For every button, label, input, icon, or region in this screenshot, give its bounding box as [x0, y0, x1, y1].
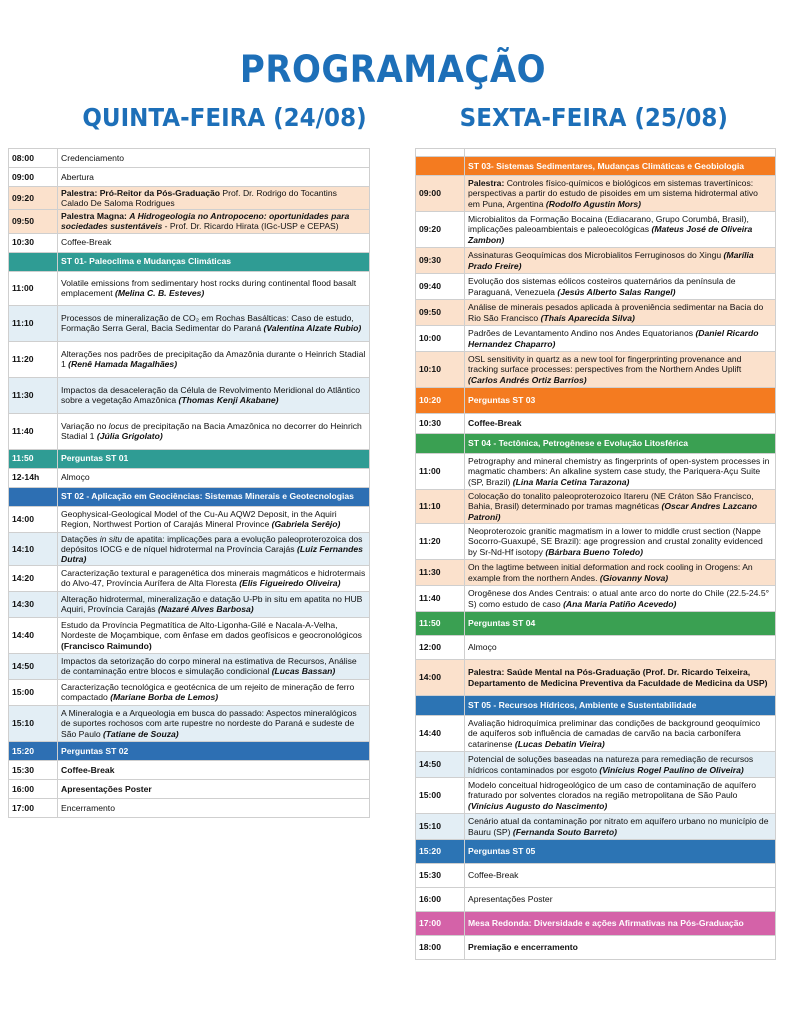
activity-text: Alterações nos padrões de precipitação da Amazônia durante o Heinrich Stadial 1 — [61, 348, 366, 370]
time-cell: 14:50 — [416, 752, 465, 778]
activity-cell — [58, 487, 370, 506]
time-cell: 11:40 — [9, 413, 58, 449]
activity-text: Microbialitos da Formação Bocaina (Ediacarano, Grupo Corumbá, Brasil), implicações paleoambientais e paleoecológicas — [468, 214, 749, 235]
schedule-row — [9, 271, 370, 305]
time-cell: 12:00 — [416, 636, 465, 660]
activity-text: Alteração hidrotermal, mineralização e datação U-Pb in situ em apatita no HUB Aquiri, Província Carajás — [61, 594, 363, 615]
activity-cell — [58, 210, 370, 233]
activity-cell — [465, 778, 776, 814]
schedule-row — [9, 532, 370, 565]
activity-text: Apresentações Poster — [61, 783, 152, 794]
schedule-row — [9, 210, 370, 233]
time-cell: 09:20 — [9, 187, 58, 210]
schedule-row — [416, 274, 776, 300]
activity-text: Impactos da setorização do corpo mineral na estimativa de Recursos, Análise de contaminação entre blocos e simulação condicional — [61, 656, 357, 677]
activity-text: Caracterização textural e paragenética dos minerais magmáticos e hidrotermais do Alvo-47, Província Aurífera de Alta Floresta — [61, 568, 366, 589]
activity-text: Padrões de Levantamento Andino nos Andes Equatorianos — [468, 328, 696, 339]
activity-text: Palestra: Saúde Mental na Pós-Graduação — [468, 667, 641, 678]
schedule-row — [9, 149, 370, 168]
time-cell: 11:30 — [416, 560, 465, 586]
time-cell: 10:00 — [416, 326, 465, 352]
activity-text: Assinaturas Geoquímicas dos Microbialitos Ferruginosos do Xingu — [468, 250, 724, 261]
activity-text: (Vinícius Augusto do Nascimento) — [468, 800, 608, 811]
activity-text: locus — [108, 420, 129, 431]
time-cell: 10:10 — [416, 352, 465, 388]
thursday-schedule-table — [8, 148, 370, 818]
activity-text: Análise de minerais pesados aplicada à proveniência sedimentar na Bacia do Rio São Francisco — [468, 302, 764, 323]
activity-text: Apresentações Poster — [468, 894, 553, 905]
schedule-row — [9, 591, 370, 617]
friday-heading: SEXTA-FEIRA (25/08) — [459, 103, 728, 132]
activity-text: - Prof. Dr. Ricardo Hirata (IGc-USP e CEPAS) — [162, 221, 339, 232]
schedule-row — [416, 149, 776, 157]
schedule-row — [9, 705, 370, 741]
activity-text: Perguntas ST 04 — [468, 618, 536, 629]
time-cell: 09:40 — [416, 274, 465, 300]
activity-text: Cenário atual da contaminação por nitrato em aquífero urbano no município de Bauru (SP) — [468, 816, 769, 837]
activity-text: (Carlos Andrés Ortiz Barrios) — [468, 374, 587, 385]
schedule-row — [416, 840, 776, 864]
activity-text: Coffee-Break — [61, 237, 112, 248]
activity-cell — [465, 840, 776, 864]
schedule-row — [416, 778, 776, 814]
time-cell: 17:00 — [416, 912, 465, 936]
activity-text: Credenciamento — [61, 152, 125, 163]
schedule-row — [9, 413, 370, 449]
activity-text: Perguntas ST 01 — [61, 453, 129, 464]
activity-cell — [465, 300, 776, 326]
time-cell: 15:30 — [9, 760, 58, 779]
activity-text: Perguntas ST 03 — [468, 395, 536, 406]
activity-cell — [465, 490, 776, 524]
time-cell: 10:30 — [9, 233, 58, 252]
schedule-row — [9, 798, 370, 817]
schedule-row — [416, 157, 776, 176]
activity-cell — [58, 532, 370, 565]
schedule-row — [416, 454, 776, 490]
schedule-row — [416, 524, 776, 560]
schedule-row — [9, 741, 370, 760]
activity-text: Mesa Redonda: Diversidade e ações Afirmativas na Pós-Graduação — [468, 918, 744, 929]
activity-cell — [58, 341, 370, 377]
activity-text: Colocação do tonalito paleoproterozoico Itareru (NE Cráton São Francisco, Bahia, Brasil) determinado por tramas magnéticas — [468, 491, 754, 512]
activity-cell — [465, 157, 776, 176]
activity-text: (Fernanda Souto Barreto) — [512, 826, 617, 837]
activity-cell — [465, 434, 776, 454]
time-cell: 09:30 — [416, 248, 465, 274]
activity-cell — [58, 305, 370, 341]
schedule-row — [9, 187, 370, 210]
activity-cell — [58, 252, 370, 271]
schedule-row — [416, 814, 776, 840]
time-cell — [416, 434, 465, 454]
activity-text: (Lucas Bassan) — [271, 666, 336, 677]
time-cell: 16:00 — [416, 888, 465, 912]
activity-cell — [465, 414, 776, 434]
activity-text: Orogênese dos Andes Centrais: o atual ante arco do norte do Chile (22.5-24.5° S) como estudo de caso — [468, 588, 770, 609]
activity-text: de apatita: implicações para a evolução paleoproterozoica dos depósitos IOCG e de níquel hidrotermal na Província Carajás — [61, 533, 363, 554]
activity-text: (Nazaré Alves Barbosa) — [157, 604, 254, 615]
activity-cell — [58, 233, 370, 252]
activity-cell — [465, 388, 776, 414]
time-cell: 10:30 — [416, 414, 465, 434]
schedule-row — [416, 300, 776, 326]
activity-cell — [58, 617, 370, 653]
schedule-row — [9, 653, 370, 679]
activity-text: Evolução dos sistemas eólicos costeiros quaternários da península de Paraguaná, Venezuela — [468, 276, 736, 297]
activity-text: (Thomas Kenji Akabane) — [178, 395, 279, 406]
activity-text: Volatile emissions from sedimentary host rocks during continental flood basalt emplacement — [61, 277, 357, 299]
activity-cell — [465, 864, 776, 888]
activity-cell — [465, 524, 776, 560]
activity-cell — [58, 149, 370, 168]
time-cell: 11:50 — [9, 449, 58, 468]
activity-cell — [465, 936, 776, 960]
time-cell: 09:50 — [9, 210, 58, 233]
activity-text: Datações — [61, 533, 100, 544]
schedule-row — [416, 864, 776, 888]
activity-text: Potencial de soluções baseadas na natureza para remediação de recursos hídricos contaminados por esgoto — [468, 754, 754, 775]
schedule-row — [416, 414, 776, 434]
schedule-row — [9, 468, 370, 487]
time-cell: 11:30 — [9, 377, 58, 413]
activity-text: Processos de mineralização de CO₂ em Rochas Basálticas: Caso de estudo, Formação Serra Geral, Bacia Sedimentar do Paraná — [61, 312, 354, 334]
time-cell: 15:10 — [9, 705, 58, 741]
schedule-row — [9, 341, 370, 377]
activity-text: (Gabriela Serêjo) — [271, 519, 341, 530]
activity-text: (Ana Maria Patiño Acevedo) — [563, 598, 677, 609]
activity-text: (Vinícius Rogel Paulino de Oliveira) — [599, 764, 744, 775]
time-cell: 15:30 — [416, 864, 465, 888]
schedule-row — [9, 233, 370, 252]
schedule-row — [9, 252, 370, 271]
schedule-row — [9, 305, 370, 341]
schedule-row — [416, 752, 776, 778]
time-cell: 12-14h — [9, 468, 58, 487]
activity-text: ST 02 - Aplicação em Geociências: Sistemas Minerais e Geotecnologias — [61, 491, 354, 502]
activity-cell — [465, 912, 776, 936]
time-cell: 14:40 — [416, 716, 465, 752]
time-cell: 15:20 — [9, 741, 58, 760]
activity-cell — [58, 468, 370, 487]
schedule-row — [9, 779, 370, 798]
activity-text: (Lina Maria Cetina Tarazona) — [512, 476, 630, 487]
activity-cell — [465, 352, 776, 388]
time-cell: 15:00 — [9, 679, 58, 705]
activity-cell — [465, 212, 776, 248]
time-cell: 14:00 — [416, 660, 465, 696]
time-cell: 16:00 — [9, 779, 58, 798]
activity-text: (Elis Figueiredo Oliveira) — [239, 578, 341, 589]
activity-cell — [465, 888, 776, 912]
activity-text: Modelo conceitual hidrogeológico de um caso de contaminação de aquífero fraturado por solventes clorados na região metropolitana de São Paulo — [468, 780, 757, 801]
time-cell — [416, 696, 465, 716]
activity-cell — [58, 705, 370, 741]
time-cell: 11:50 — [416, 612, 465, 636]
activity-text: ST 01- Paleoclima e Mudanças Climáticas — [61, 256, 232, 267]
schedule-row — [416, 696, 776, 716]
activity-cell — [465, 612, 776, 636]
time-cell: 18:00 — [416, 936, 465, 960]
activity-text: Premiação e encerramento — [468, 942, 578, 953]
thursday-heading: QUINTA-FEIRA (24/08) — [82, 103, 367, 132]
schedule-row — [9, 487, 370, 506]
activity-text: (Mariane Borba de Lemos) — [110, 692, 219, 703]
time-cell: 11:10 — [9, 305, 58, 341]
time-cell: 10:20 — [416, 388, 465, 414]
activity-text: (Rodolfo Agustin Mors) — [545, 198, 642, 209]
activity-cell — [58, 271, 370, 305]
activity-cell — [58, 565, 370, 591]
activity-text: Abertura — [61, 171, 94, 182]
activity-text: (Valentina Alzate Rubio) — [263, 323, 362, 334]
schedule-row — [9, 449, 370, 468]
activity-text: (Renê Hamada Magalhães) — [68, 359, 178, 370]
activity-cell — [58, 591, 370, 617]
activity-text: Perguntas ST 05 — [468, 846, 536, 857]
activity-cell — [58, 413, 370, 449]
activity-cell — [58, 741, 370, 760]
activity-cell — [465, 176, 776, 212]
time-cell: 17:00 — [9, 798, 58, 817]
activity-text: (Francisco Raimundo) — [61, 640, 152, 651]
activity-cell — [465, 149, 776, 157]
activity-text: (Daniel Ricardo Hernandez Chaparro) — [468, 328, 759, 349]
activity-cell — [465, 814, 776, 840]
activity-cell — [58, 760, 370, 779]
time-cell: 14:30 — [9, 591, 58, 617]
time-cell: 15:20 — [416, 840, 465, 864]
schedule-row — [416, 586, 776, 612]
activity-cell — [465, 560, 776, 586]
activity-text: Almoço — [61, 472, 90, 483]
page-title: PROGRAMAÇÃO — [239, 48, 547, 91]
schedule-row — [9, 565, 370, 591]
time-cell: 09:00 — [9, 168, 58, 187]
activity-cell — [465, 752, 776, 778]
activity-cell — [465, 636, 776, 660]
time-cell: 11:00 — [416, 454, 465, 490]
time-cell: 14:50 — [9, 653, 58, 679]
schedule-row — [416, 434, 776, 454]
activity-cell — [465, 660, 776, 696]
activity-text: Petrography and mineral chemistry as fingerprints of open-system processes in magmatic chambers: An alkaline system case study, the Pariquera-Açu Suite (SP, Brazil) — [468, 456, 770, 487]
time-cell: 11:00 — [9, 271, 58, 305]
time-cell — [9, 487, 58, 506]
schedule-row — [416, 912, 776, 936]
time-cell: 09:00 — [416, 176, 465, 212]
time-cell: 08:00 — [9, 149, 58, 168]
schedule-row — [416, 612, 776, 636]
schedule-row — [9, 377, 370, 413]
activity-text: (Júlia Grigolato) — [96, 431, 163, 442]
activity-text: Prof. Dr. Rodrigo do Tocantins Calado De Saloma Rodrigues — [61, 188, 337, 209]
schedule-row — [416, 936, 776, 960]
activity-text: Coffee-Break — [468, 418, 522, 429]
activity-cell — [465, 274, 776, 300]
activity-cell — [58, 377, 370, 413]
time-cell: 11:20 — [416, 524, 465, 560]
schedule-row — [416, 248, 776, 274]
schedule-row — [416, 326, 776, 352]
activity-text: (Giovanny Nova) — [599, 572, 669, 583]
activity-text: Variação no — [61, 420, 109, 431]
activity-text: Neoproterozoic granitic magmatism in a lower to middle crust section (Nappe Socorro-Guaxupé, SE Brazil): age progression and crustal zonality evidenced by Sr-Nd-Hf isotopy — [468, 526, 763, 557]
activity-text: (Mateus José de Oliveira Zambon) — [468, 224, 753, 245]
activity-text: A Hidrogeologia no Antropoceno: oportunidades para sociedades sustentáveis — [61, 211, 350, 232]
activity-cell — [465, 248, 776, 274]
schedule-row — [9, 617, 370, 653]
activity-text: (Marília Prado Freire) — [468, 250, 754, 271]
schedule-row — [9, 679, 370, 705]
activity-text: (Luiz Fernandes Dutra) — [61, 543, 363, 564]
activity-cell — [58, 798, 370, 817]
activity-text: Impactos da desaceleração da Célula de Revolvimento Meridional do Atlântico sobre a vegetação Amazônica — [61, 384, 361, 406]
schedule-row — [416, 560, 776, 586]
activity-cell — [58, 187, 370, 210]
activity-text: (Lucas Debatin Vieira) — [514, 738, 605, 749]
activity-text: ST 03- Sistemas Sedimentares, Mudanças Climáticas e Geobiologia — [468, 160, 745, 171]
activity-cell — [58, 779, 370, 798]
schedule-row — [416, 352, 776, 388]
activity-text: A Mineralogia e a Arqueologia em busca do passado: Aspectos mineralógicos de suportes rochosos com arte rupestre no nordeste do Paraná e sudeste de São Paulo — [61, 708, 357, 739]
schedule-row — [416, 636, 776, 660]
activity-text: Caracterização tecnológica e geotécnica de um rejeito de mineração de ferro compactado — [61, 682, 355, 703]
activity-text: Coffee-Break — [61, 764, 115, 775]
schedule-row — [416, 490, 776, 524]
schedule-row — [416, 212, 776, 248]
time-cell: 11:10 — [416, 490, 465, 524]
time-cell: 15:00 — [416, 778, 465, 814]
schedule-row — [9, 760, 370, 779]
activity-text: in situ — [99, 533, 123, 544]
time-cell: 11:40 — [416, 586, 465, 612]
schedule-row — [416, 888, 776, 912]
activity-text: (Thaís Aparecida Silva) — [540, 312, 635, 323]
time-cell: 15:10 — [416, 814, 465, 840]
activity-text: Perguntas ST 02 — [61, 745, 129, 756]
activity-cell — [58, 679, 370, 705]
schedule-row — [416, 176, 776, 212]
schedule-row — [9, 168, 370, 187]
time-cell — [9, 252, 58, 271]
activity-cell — [465, 586, 776, 612]
time-cell: 14:40 — [9, 617, 58, 653]
time-cell: 11:20 — [9, 341, 58, 377]
schedule-row — [9, 506, 370, 532]
schedule-row — [416, 660, 776, 696]
time-cell — [416, 149, 465, 157]
activity-cell — [465, 716, 776, 752]
time-cell: 09:20 — [416, 212, 465, 248]
activity-text: (Bárbara Bueno Toledo) — [545, 546, 643, 557]
activity-text: ST 05 - Recursos Hídricos, Ambiente e Sustentabilidade — [468, 700, 697, 711]
schedule-row — [416, 388, 776, 414]
activity-text: On the lagtime between initial deformation and rock cooling in Orogens: An example from the northern Andes. — [468, 562, 753, 583]
activity-text: Coffee-Break — [468, 870, 519, 881]
time-cell: 14:10 — [9, 532, 58, 565]
activity-cell — [465, 326, 776, 352]
activity-text: de precipitação na Bacia Amazônica no decorrer do Heinrich Stadial 1 — [61, 420, 362, 442]
time-cell: 09:50 — [416, 300, 465, 326]
time-cell: 14:00 — [9, 506, 58, 532]
schedule-row — [416, 716, 776, 752]
activity-text: Palestra: — [468, 178, 505, 189]
activity-cell — [58, 506, 370, 532]
activity-text: (Melina C. B. Esteves) — [114, 288, 205, 299]
activity-text: Avaliação hidroquímica preliminar das condições de background geoquímico de aquíferos sob influência de camadas de carvão na bacia carbonífera catarinense — [468, 718, 761, 749]
time-cell: 14:20 — [9, 565, 58, 591]
activity-text: (Jesús Alberto Salas Rangel) — [557, 286, 676, 297]
friday-schedule-table — [415, 148, 776, 960]
activity-text: Geophysical-Geological Model of the Cu-Au AQW2 Deposit, in the Aquiri Region, Northwest Portion of Carajás Mineral Province — [61, 508, 337, 530]
activity-text: Estudo da Província Pegmatítica de Alto-Ligonha-Gilé e Nacala-A-Velha, Nordeste de Moçambique, com ênfase em dados geofísicos e geocronológicos — [61, 620, 362, 641]
activity-text: Palestra: Pró-Reitor da Pós-Graduação — [61, 188, 221, 198]
activity-cell — [465, 696, 776, 716]
activity-text: (Prof. Dr. Ricardo Teixeira, Departamento de Medicina Preventiva da Faculdade de Medicina da USP) — [468, 667, 768, 688]
activity-cell — [58, 168, 370, 187]
activity-cell — [465, 454, 776, 490]
activity-text: Almoço — [468, 642, 497, 653]
activity-text: Encerramento — [61, 802, 115, 813]
activity-text: ST 04 - Tectônica, Petrogênese e Evolução Litosférica — [468, 438, 689, 449]
activity-text: Controles físico-químicos e biológicos em sistemas travertínicos: perspectivas a partir do estudo de pisoides em um sistema hidrotermal ativo em Puna, Argentina — [468, 178, 758, 209]
activity-cell — [58, 653, 370, 679]
activity-text: OSL sensitivity in quartz as a new tool for fingerprinting provenance and tracking surface processes: perspectives from the Northern Andes Uplift — [468, 354, 742, 375]
activity-cell — [58, 449, 370, 468]
time-cell — [416, 157, 465, 176]
activity-text: Palestra Magna: — [61, 211, 130, 222]
activity-text: (Tatiane de Souza) — [103, 728, 179, 739]
activity-text: (Oscar Andres Lazcano Patroni) — [468, 501, 758, 522]
